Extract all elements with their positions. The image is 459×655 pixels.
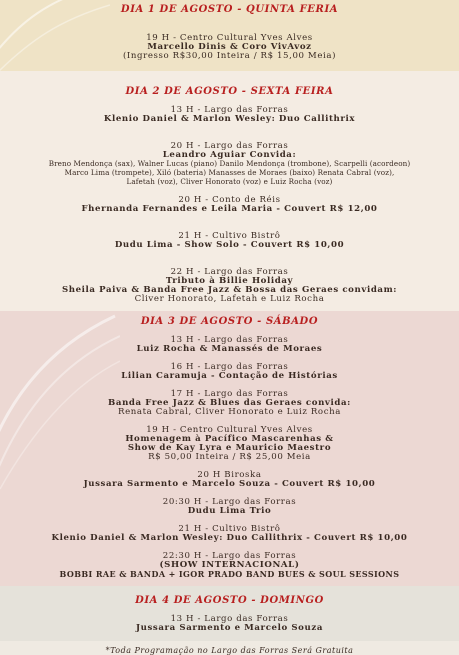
event-time-place: 22 H - Largo das Forras xyxy=(170,267,289,277)
day1-heading: DIA 1 DE AGOSTO - QUINTA FERIA xyxy=(120,4,339,15)
footnote: *Toda Programação no Largo das Forras Será Gratuita xyxy=(105,646,354,655)
event-title: Leandro Aguiar Convida: xyxy=(162,150,297,160)
event-title: Tributo à Billie Holiday xyxy=(165,276,294,286)
event-title-2: BOBBI RAE & BANDA + IGOR PRADO BAND BUES & SOUL SESSIONS xyxy=(59,569,400,579)
event-title: (SHOW INTERNACIONAL) xyxy=(159,560,300,570)
day2-heading: DIA 2 DE AGOSTO - SEXTA FEIRA xyxy=(125,86,334,97)
day1-section xyxy=(0,0,459,71)
event-guests: Breno Mendonça (sax), Walner Lucas (piano) Danilo Mendonça (trombone), Scarpelli (acordeon) xyxy=(48,159,411,168)
event-title: Fhernanda Fernandes e Leila Maria - Couvert R$ 12,00 xyxy=(81,204,378,214)
event-time-place: 17 H - Largo das Forras xyxy=(170,389,289,399)
event-guests: Cliver Honorato, Lafetah e Luiz Rocha xyxy=(134,294,325,304)
event-title: Klenio Daniel & Marlon Wesley: Duo Callithrix xyxy=(103,114,356,124)
event-time-place: 13 H - Largo das Forras xyxy=(170,614,289,624)
event-title: Marcello Dinis & Coro VivAvoz xyxy=(147,42,312,52)
event-time-place: 16 H - Largo das Forras xyxy=(170,362,289,372)
event-time-place: 13 H - Largo das Forras xyxy=(170,335,289,345)
day4-heading: DIA 4 DE AGOSTO - DOMINGO xyxy=(135,595,324,606)
event-title-2: Show de Kay Lyra e Mauricio Maestro xyxy=(127,443,332,453)
event-time-place: 20 H - Largo das Forras xyxy=(170,141,289,151)
day3-section xyxy=(0,311,459,586)
event-time-place: 20 H Biroska xyxy=(197,470,262,480)
event-title: Banda Free Jazz & Blues das Geraes convida: xyxy=(108,398,351,408)
event-time-place: 20 H - Conto de Réis xyxy=(178,195,281,205)
event-title: Homenagem à Pacífico Mascarenhas & xyxy=(125,434,334,444)
event-subtitle: Sheila Paiva & Banda Free Jazz & Bossa das Geraes convidam: xyxy=(61,285,398,295)
event-title: Klenio Daniel & Marlon Wesley: Duo Callithrix - Couvert R$ 10,00 xyxy=(51,533,408,543)
footer xyxy=(0,641,459,655)
event-title: Dudu Lima - Show Solo - Couvert R$ 10,00 xyxy=(114,240,345,250)
event-title: Lilian Caramuja - Contação de Histórias xyxy=(121,371,338,381)
event-time-place: 19 H - Centro Cultural Yves Alves xyxy=(146,33,313,43)
event-time-place: 21 H - Cultivo Bistrô xyxy=(178,231,281,241)
event-guests: Marco Lima (trompete), Xiló (bateria) Manasses de Moraes (baixo) Renata Cabral (voz), xyxy=(64,168,395,177)
event-time-place: 20:30 H - Largo das Forras xyxy=(162,497,297,507)
day4-section xyxy=(0,586,459,641)
day2-section xyxy=(0,71,459,311)
event-time-place: 19 H - Centro Cultural Yves Alves xyxy=(146,425,313,435)
day3-heading: DIA 3 DE AGOSTO - SÁBADO xyxy=(140,316,319,327)
event-guests: Renata Cabral, Cliver Honorato e Luiz Rocha xyxy=(118,407,341,417)
event-detail: (Ingresso R$30,00 Inteira / R$ 15,00 Meia) xyxy=(122,51,337,61)
event-title: Jussara Sarmento e Marcelo Souza - Couvert R$ 10,00 xyxy=(83,479,376,489)
event-time-place: 13 H - Largo das Forras xyxy=(170,105,289,115)
event-title: Luiz Rocha & Manassés de Moraes xyxy=(136,344,323,354)
event-time-place: 21 H - Cultivo Bistrô xyxy=(178,524,281,534)
event-title: Jussara Sarmento e Marcelo Souza xyxy=(135,623,324,633)
event-time-place: 22:30 H - Largo das Forras xyxy=(162,551,297,561)
event-title: Dudu Lima Trio xyxy=(187,506,272,516)
event-detail: R$ 50,00 Inteira / R$ 25,00 Meia xyxy=(148,452,311,462)
event-guests: Lafetah (voz), Cliver Honorato (voz) e Luiz Rocha (voz) xyxy=(126,177,333,186)
